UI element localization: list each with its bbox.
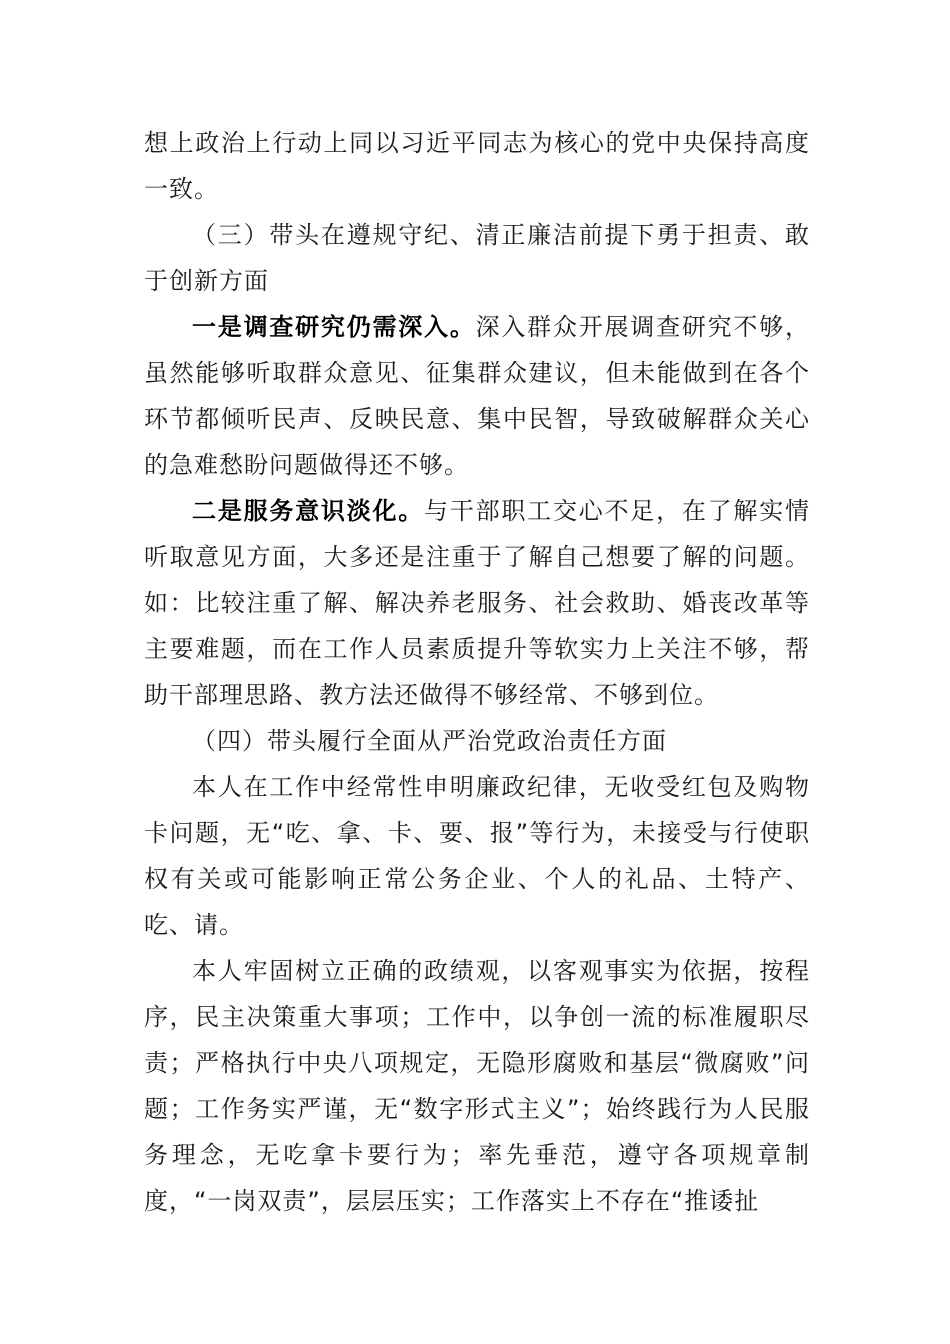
section-heading-4: （四）带头履行全面从严治党政治责任方面 (192, 727, 667, 755)
paragraph-body: 深入群众开展调查研究不够，虽然能够听取群众意见、征集群众建议，但未能做到在各个环节都倾听民声、反映民意、集中民智，导致破解群众关心的急难愁盼问题做得还不够。 (144, 313, 810, 479)
paragraph-performance: 本人牢固树立正确的政绩观，以客观事实为依据，按程序，民主决策重大事项；工作中，以争创一流的标准履职尽责；严格执行中央八项规定，无隐形腐败和基层“微腐败”问题；工作务实严谨，无“数字形式主义”；始终践行为人民服务理念，无吃拿卡要行为；率先垂范，遵守各项规章制度，“一岗双责”，层层压实；工作落实上不存在“推诿扯 (144, 957, 810, 1215)
paragraph-lead-bold: 一是调查研究仍需深入。 (192, 313, 476, 341)
section-heading-3: （三）带头在遵规守纪、清正廉洁前提下勇于担责、敢于创新方面 (144, 221, 810, 295)
paragraph-body: 与干部职工交心不足，在了解实情听取意见方面，大多还是注重于了解自己想要了解的问题。如：比较注重了解、解决养老服务、社会救助、婚丧改革等主要难题，而在工作人员素质提升等软实力上关注不够，帮助干部理思路、教方法还做得不够经常、不够到位。 (144, 497, 811, 709)
paragraph-investigation (144, 304, 810, 488)
paragraph-continued: 想上政治上行动上同以习近平同志为核心的党中央保持高度一致。 (144, 129, 810, 203)
paragraph-lead-bold: 二是服务意识淡化。 (192, 497, 425, 525)
paragraph-discipline: 本人在工作中经常性申明廉政纪律，无收受红包及购物卡问题，无“吃、拿、卡、要、报”等行为，未接受与行使职权有关或可能影响正常公务企业、个人的礼品、土特产、吃、请。 (144, 773, 810, 939)
document-body (144, 120, 810, 1224)
paragraph-service (144, 488, 810, 718)
